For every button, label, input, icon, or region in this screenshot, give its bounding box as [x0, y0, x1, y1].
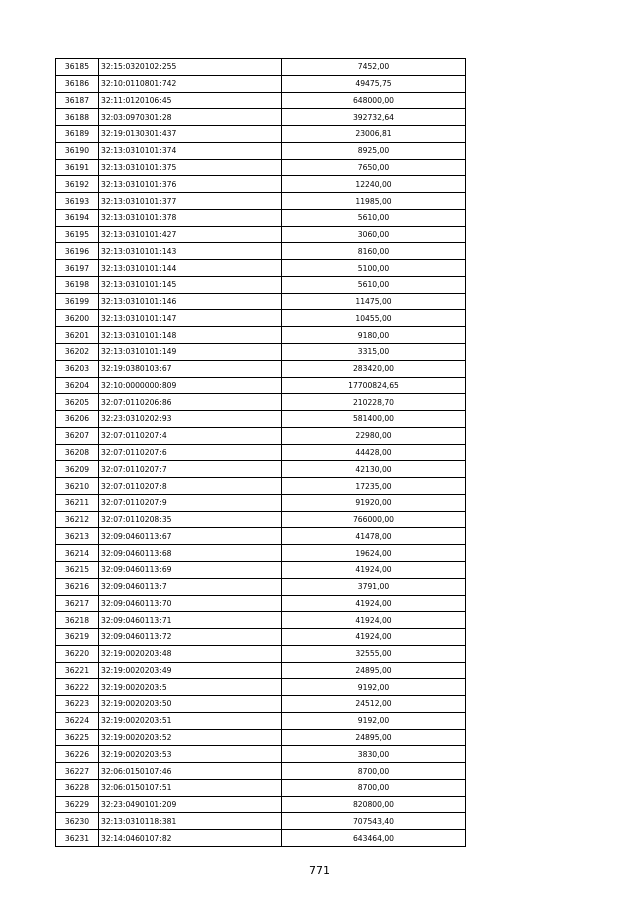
cadastral-number-cell: 32:09:0460113:72	[99, 629, 282, 646]
value-cell: 9192,00	[282, 712, 466, 729]
row-number-cell: 36195	[56, 226, 99, 243]
value-cell: 19624,00	[282, 545, 466, 562]
table-row	[56, 176, 466, 193]
cadastral-number-cell: 32:09:0460113:69	[99, 561, 282, 578]
value-cell: 9180,00	[282, 327, 466, 344]
value-cell: 3791,00	[282, 578, 466, 595]
row-number-cell: 36191	[56, 159, 99, 176]
table-row	[56, 360, 466, 377]
cadastral-number-cell: 32:11:0120106:45	[99, 92, 282, 109]
value-cell: 766000,00	[282, 511, 466, 528]
value-cell: 210228,70	[282, 394, 466, 411]
table-row	[56, 243, 466, 260]
value-cell: 8925,00	[282, 142, 466, 159]
table-row	[56, 209, 466, 226]
row-number-cell: 36216	[56, 578, 99, 595]
cadastral-number-cell: 32:06:0150107:46	[99, 763, 282, 780]
table-row	[56, 478, 466, 495]
table-row	[56, 59, 466, 76]
row-number-cell: 36188	[56, 109, 99, 126]
value-cell: 17235,00	[282, 478, 466, 495]
cadastral-number-cell: 32:19:0130301:437	[99, 126, 282, 143]
table-row	[56, 763, 466, 780]
value-cell: 23006,81	[282, 126, 466, 143]
table-row	[56, 578, 466, 595]
value-cell: 707543,40	[282, 813, 466, 830]
value-cell: 643464,00	[282, 830, 466, 847]
value-cell: 24512,00	[282, 696, 466, 713]
value-cell: 17700824,65	[282, 377, 466, 394]
value-cell: 283420,00	[282, 360, 466, 377]
row-number-cell: 36211	[56, 494, 99, 511]
table-row	[56, 159, 466, 176]
table-row	[56, 293, 466, 310]
value-cell: 41924,00	[282, 561, 466, 578]
cadastral-number-cell: 32:13:0310101:144	[99, 260, 282, 277]
value-cell: 820800,00	[282, 796, 466, 813]
table-row	[56, 830, 466, 847]
row-number-cell: 36187	[56, 92, 99, 109]
value-cell: 41478,00	[282, 528, 466, 545]
value-cell: 24895,00	[282, 662, 466, 679]
cadastral-number-cell: 32:13:0310101:374	[99, 142, 282, 159]
row-number-cell: 36197	[56, 260, 99, 277]
table-row	[56, 595, 466, 612]
value-cell: 3060,00	[282, 226, 466, 243]
row-number-cell: 36204	[56, 377, 99, 394]
row-number-cell: 36205	[56, 394, 99, 411]
table-row	[56, 629, 466, 646]
cadastral-number-cell: 32:07:0110207:4	[99, 427, 282, 444]
row-number-cell: 36231	[56, 830, 99, 847]
value-cell: 7650,00	[282, 159, 466, 176]
row-number-cell: 36201	[56, 327, 99, 344]
row-number-cell: 36208	[56, 444, 99, 461]
row-number-cell: 36220	[56, 645, 99, 662]
table-row	[56, 645, 466, 662]
value-cell: 8160,00	[282, 243, 466, 260]
table-body	[56, 59, 466, 847]
value-cell: 44428,00	[282, 444, 466, 461]
row-number-cell: 36214	[56, 545, 99, 562]
cadastral-number-cell: 32:13:0310101:376	[99, 176, 282, 193]
cadastral-number-cell: 32:19:0020203:5	[99, 679, 282, 696]
cadastral-number-cell: 32:13:0310101:146	[99, 293, 282, 310]
cadastral-number-cell: 32:09:0460113:68	[99, 545, 282, 562]
cadastral-number-cell: 32:10:0110801:742	[99, 75, 282, 92]
cadastral-number-cell: 32:07:0110207:6	[99, 444, 282, 461]
cadastral-number-cell: 32:13:0310101:143	[99, 243, 282, 260]
cadastral-number-cell: 32:13:0310101:149	[99, 344, 282, 361]
row-number-cell: 36202	[56, 344, 99, 361]
row-number-cell: 36218	[56, 612, 99, 629]
row-number-cell: 36198	[56, 276, 99, 293]
row-number-cell: 36224	[56, 712, 99, 729]
row-number-cell: 36190	[56, 142, 99, 159]
value-cell: 41924,00	[282, 612, 466, 629]
value-cell: 392732,64	[282, 109, 466, 126]
table-row	[56, 561, 466, 578]
row-number-cell: 36206	[56, 411, 99, 428]
cadastral-number-cell: 32:13:0310118:381	[99, 813, 282, 830]
row-number-cell: 36193	[56, 193, 99, 210]
value-cell: 41924,00	[282, 595, 466, 612]
table-row	[56, 528, 466, 545]
value-cell: 581400,00	[282, 411, 466, 428]
cadastral-number-cell: 32:07:0110208:35	[99, 511, 282, 528]
cadastral-number-cell: 32:07:0110207:8	[99, 478, 282, 495]
row-number-cell: 36192	[56, 176, 99, 193]
table-row	[56, 712, 466, 729]
row-number-cell: 36207	[56, 427, 99, 444]
cadastral-number-cell: 32:19:0020203:49	[99, 662, 282, 679]
cadastral-number-cell: 32:23:0490101:209	[99, 796, 282, 813]
row-number-cell: 36227	[56, 763, 99, 780]
table-row	[56, 126, 466, 143]
row-number-cell: 36199	[56, 293, 99, 310]
cadastral-number-cell: 32:19:0020203:53	[99, 746, 282, 763]
row-number-cell: 36194	[56, 209, 99, 226]
row-number-cell: 36212	[56, 511, 99, 528]
table-row	[56, 142, 466, 159]
cadastral-number-cell: 32:13:0310101:375	[99, 159, 282, 176]
value-cell: 22980,00	[282, 427, 466, 444]
cadastral-number-cell: 32:06:0150107:51	[99, 779, 282, 796]
value-cell: 42130,00	[282, 461, 466, 478]
cadastral-number-cell: 32:13:0310101:147	[99, 310, 282, 327]
table-row	[56, 344, 466, 361]
cadastral-number-cell: 32:09:0460113:7	[99, 578, 282, 595]
table-row	[56, 444, 466, 461]
cadastral-number-cell: 32:07:0110206:86	[99, 394, 282, 411]
table-row	[56, 545, 466, 562]
cadastral-number-cell: 32:13:0310101:427	[99, 226, 282, 243]
cadastral-number-cell: 32:19:0020203:48	[99, 645, 282, 662]
value-cell: 12240,00	[282, 176, 466, 193]
table-row	[56, 427, 466, 444]
data-table	[55, 58, 466, 847]
page-number: 771	[309, 864, 330, 877]
table-row	[56, 662, 466, 679]
table-row	[56, 226, 466, 243]
table-row	[56, 327, 466, 344]
value-cell: 3830,00	[282, 746, 466, 763]
value-cell: 91920,00	[282, 494, 466, 511]
value-cell: 8700,00	[282, 779, 466, 796]
table-row	[56, 612, 466, 629]
table-row	[56, 696, 466, 713]
table-row	[56, 729, 466, 746]
row-number-cell: 36186	[56, 75, 99, 92]
row-number-cell: 36215	[56, 561, 99, 578]
table-row	[56, 276, 466, 293]
cadastral-number-cell: 32:07:0110207:7	[99, 461, 282, 478]
cadastral-number-cell: 32:19:0020203:52	[99, 729, 282, 746]
cadastral-number-cell: 32:13:0310101:378	[99, 209, 282, 226]
row-number-cell: 36228	[56, 779, 99, 796]
cadastral-number-cell: 32:19:0020203:50	[99, 696, 282, 713]
value-cell: 11475,00	[282, 293, 466, 310]
table-row	[56, 260, 466, 277]
row-number-cell: 36210	[56, 478, 99, 495]
value-cell: 9192,00	[282, 679, 466, 696]
row-number-cell: 36203	[56, 360, 99, 377]
value-cell: 5610,00	[282, 209, 466, 226]
value-cell: 5100,00	[282, 260, 466, 277]
value-cell: 11985,00	[282, 193, 466, 210]
row-number-cell: 36230	[56, 813, 99, 830]
table-row	[56, 310, 466, 327]
cadastral-number-cell: 32:09:0460113:67	[99, 528, 282, 545]
row-number-cell: 36213	[56, 528, 99, 545]
value-cell: 24895,00	[282, 729, 466, 746]
cadastral-number-cell: 32:13:0310101:377	[99, 193, 282, 210]
value-cell: 49475,75	[282, 75, 466, 92]
cadastral-number-cell: 32:13:0310101:145	[99, 276, 282, 293]
cadastral-number-cell: 32:19:0020203:51	[99, 712, 282, 729]
row-number-cell: 36219	[56, 629, 99, 646]
cadastral-number-cell: 32:03:0970301:28	[99, 109, 282, 126]
table-row	[56, 92, 466, 109]
value-cell: 10455,00	[282, 310, 466, 327]
table-row	[56, 796, 466, 813]
cadastral-number-cell: 32:09:0460113:71	[99, 612, 282, 629]
table-row	[56, 377, 466, 394]
row-number-cell: 36200	[56, 310, 99, 327]
table-row	[56, 109, 466, 126]
table-row	[56, 494, 466, 511]
table-row	[56, 813, 466, 830]
row-number-cell: 36185	[56, 59, 99, 76]
cadastral-number-cell: 32:19:0380103:67	[99, 360, 282, 377]
table-row	[56, 746, 466, 763]
row-number-cell: 36229	[56, 796, 99, 813]
row-number-cell: 36223	[56, 696, 99, 713]
cadastral-number-cell: 32:15:0320102:255	[99, 59, 282, 76]
row-number-cell: 36222	[56, 679, 99, 696]
table-row	[56, 193, 466, 210]
value-cell: 7452,00	[282, 59, 466, 76]
value-cell: 32555,00	[282, 645, 466, 662]
table-row	[56, 461, 466, 478]
value-cell: 648000,00	[282, 92, 466, 109]
row-number-cell: 36221	[56, 662, 99, 679]
cadastral-number-cell: 32:14:0460107:82	[99, 830, 282, 847]
row-number-cell: 36226	[56, 746, 99, 763]
table-row	[56, 75, 466, 92]
row-number-cell: 36209	[56, 461, 99, 478]
value-cell: 8700,00	[282, 763, 466, 780]
cadastral-number-cell: 32:09:0460113:70	[99, 595, 282, 612]
table-row	[56, 679, 466, 696]
value-cell: 3315,00	[282, 344, 466, 361]
row-number-cell: 36225	[56, 729, 99, 746]
row-number-cell: 36217	[56, 595, 99, 612]
cadastral-number-cell: 32:07:0110207:9	[99, 494, 282, 511]
table-row	[56, 394, 466, 411]
cadastral-number-cell: 32:13:0310101:148	[99, 327, 282, 344]
cadastral-number-cell: 32:23:0310202:93	[99, 411, 282, 428]
row-number-cell: 36189	[56, 126, 99, 143]
cadastral-number-cell: 32:10:0000000:809	[99, 377, 282, 394]
value-cell: 41924,00	[282, 629, 466, 646]
table-row	[56, 779, 466, 796]
table-row	[56, 411, 466, 428]
row-number-cell: 36196	[56, 243, 99, 260]
value-cell: 5610,00	[282, 276, 466, 293]
table-row	[56, 511, 466, 528]
